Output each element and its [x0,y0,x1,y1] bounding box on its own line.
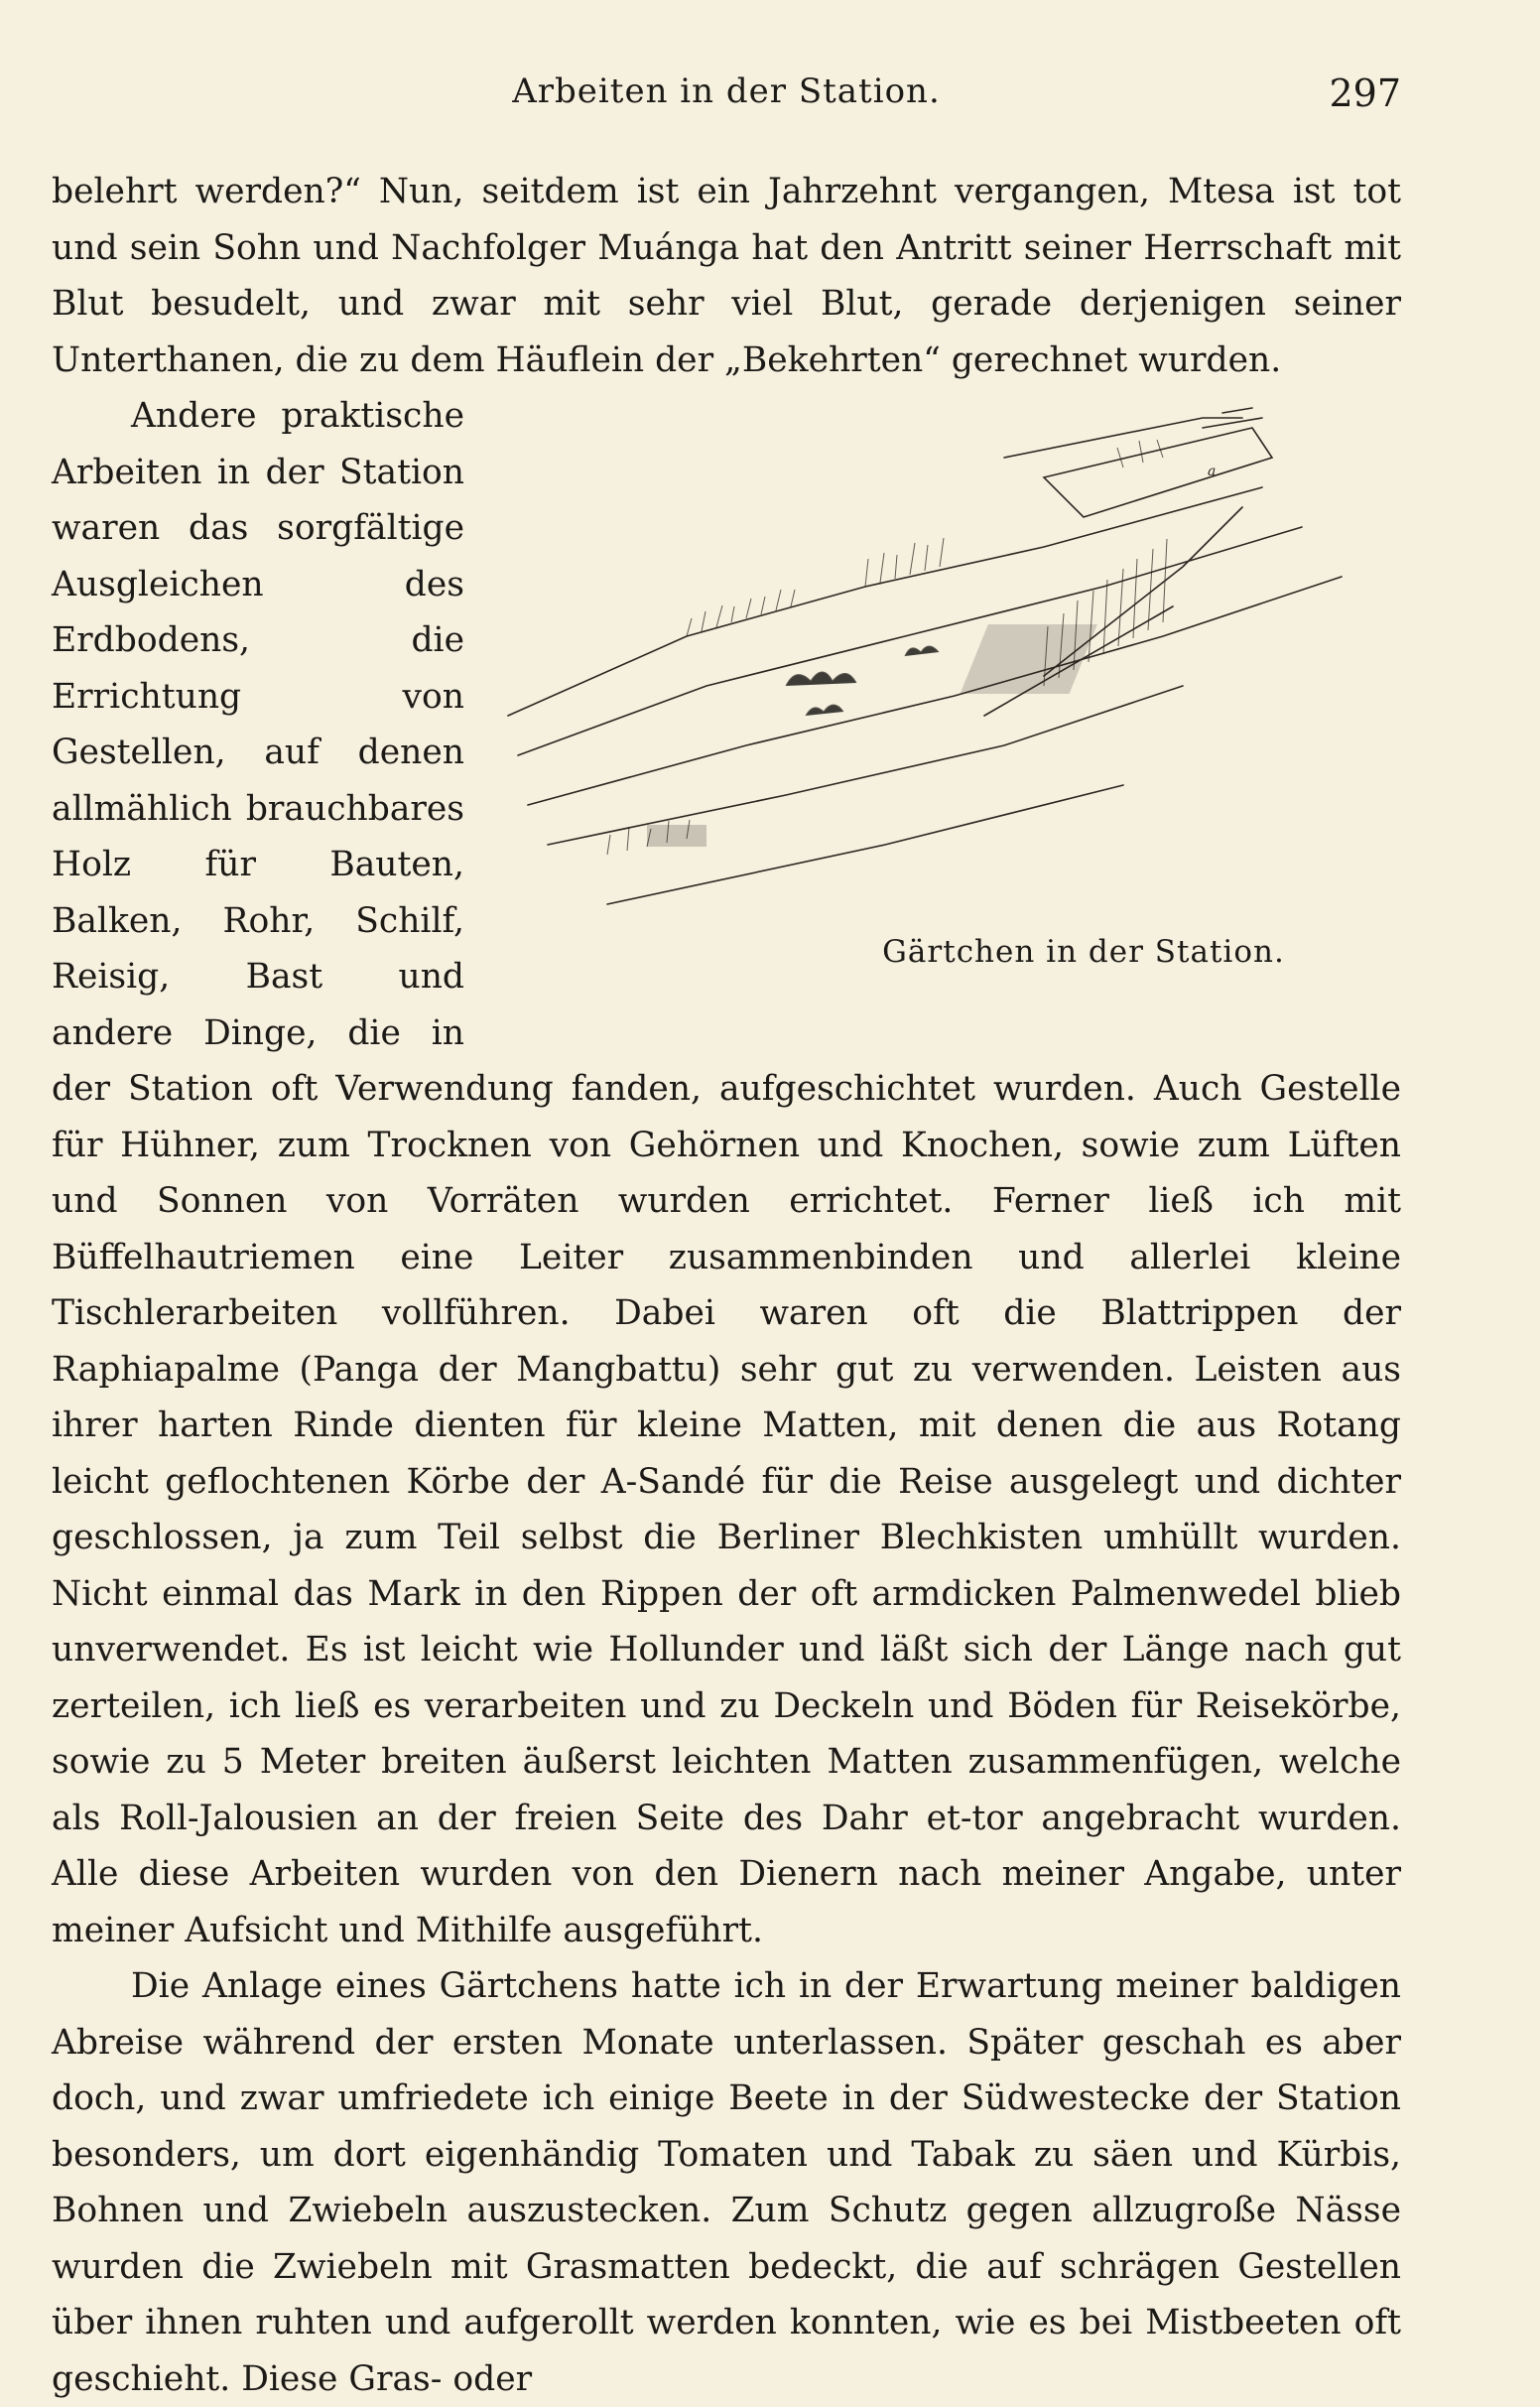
figure-caption: Gärtchen in der Station. [882,934,1285,970]
paragraph-3: Die Anlage eines Gärtchens hatte ich in der Erwartung meiner baldigen Abreise während der ersten Monate unterlassen. Später geschah es aber doch, und zwar umfriedete ich einige Beete in der Südwestecke der Station besonders, um dort eigenhändig Tomaten und Tabak zu säen und Kürbis, Bohnen und Zwiebeln auszustecken. Zum Schutz gegen allzugroße Nässe wurden die Zwiebeln mit Grasmatten bedeckt, die auf schrägen Gestellen über ihnen ruhten und aufgerollt werden konnten, wie es bei Mistbeeten oft geschieht. Diese Gras- oder [52,1966,1401,2399]
garden-figure [488,388,1401,994]
figure-label-a: a [1208,464,1217,479]
garden-illustration [488,388,1401,924]
paragraph-2: Andere praktische Arbeiten in der Station waren das sorgfältige Ausgleichen des Erdbodens, die Errichtung von Gestellen, auf denen allmählich brauchbares Holz für Bauten, Balken, Rohr, Schilf, Reisig, Bast und andere Dinge, die in der Station oft Verwendung fanden, aufgeschichtet wurden. Auch Gestelle für Hühner, zum Trocknen von Gehörnen und Knochen, sowie zum Lüften und Sonnen von Vorräten wurden errichtet. Ferner ließ ich mit Büffelhautriemen eine Leiter zusammenbinden und allerlei kleine Tischlerarbeiten vollführen. Dabei waren oft die Blattrippen der Raphiapalme (Panga der Mangbattu) sehr gut zu verwenden. Leisten aus ihrer harten Rinde dienten für kleine Matten, mit denen die aus Rotang leicht geflochtenen Körbe der A-Sandé für die Reise ausgelegt und dichter geschlossen, ja zum Teil selbst die Berliner Blechkisten umhüllt wurden. Nicht einmal das Mark in den Rippen der oft armdicken Palmenwedel blieb unverwendet. Es ist leicht wie Hollunder und läßt sich der Länge nach gut zerteilen, ich ließ es verarbeiten und zu Deckeln und Böden für Reisekörbe, sowie zu 5 Meter breiten äußerst leichten Matten zusammenfügen, welche als Roll-Jalousien an der freien Seite des Dahr et-tor angebracht wurden. Alle diese Arbeiten wurden von den Dienern nach meiner Angabe, unter meiner Aufsicht und Mithilfe ausgeführt. [52,396,1401,1950]
page-number: 297 [1329,71,1401,115]
running-title: Arbeiten in der Station. [512,71,941,111]
paragraph-1: belehrt werden?“ Nun, seitdem ist ein Jahrzehnt vergangen, Mtesa ist tot und sein Sohn und Nachfolger Muánga hat den Antritt seiner Herrschaft mit Blut besudelt, und zwar mit sehr viel Blut, gerade derjenigen seiner Unterthanen, die zu dem Häuflein der „Bekehrten“ gerechnet wurden. [52,172,1401,380]
body-text [52,164,1401,2407]
page-header [52,71,1401,131]
